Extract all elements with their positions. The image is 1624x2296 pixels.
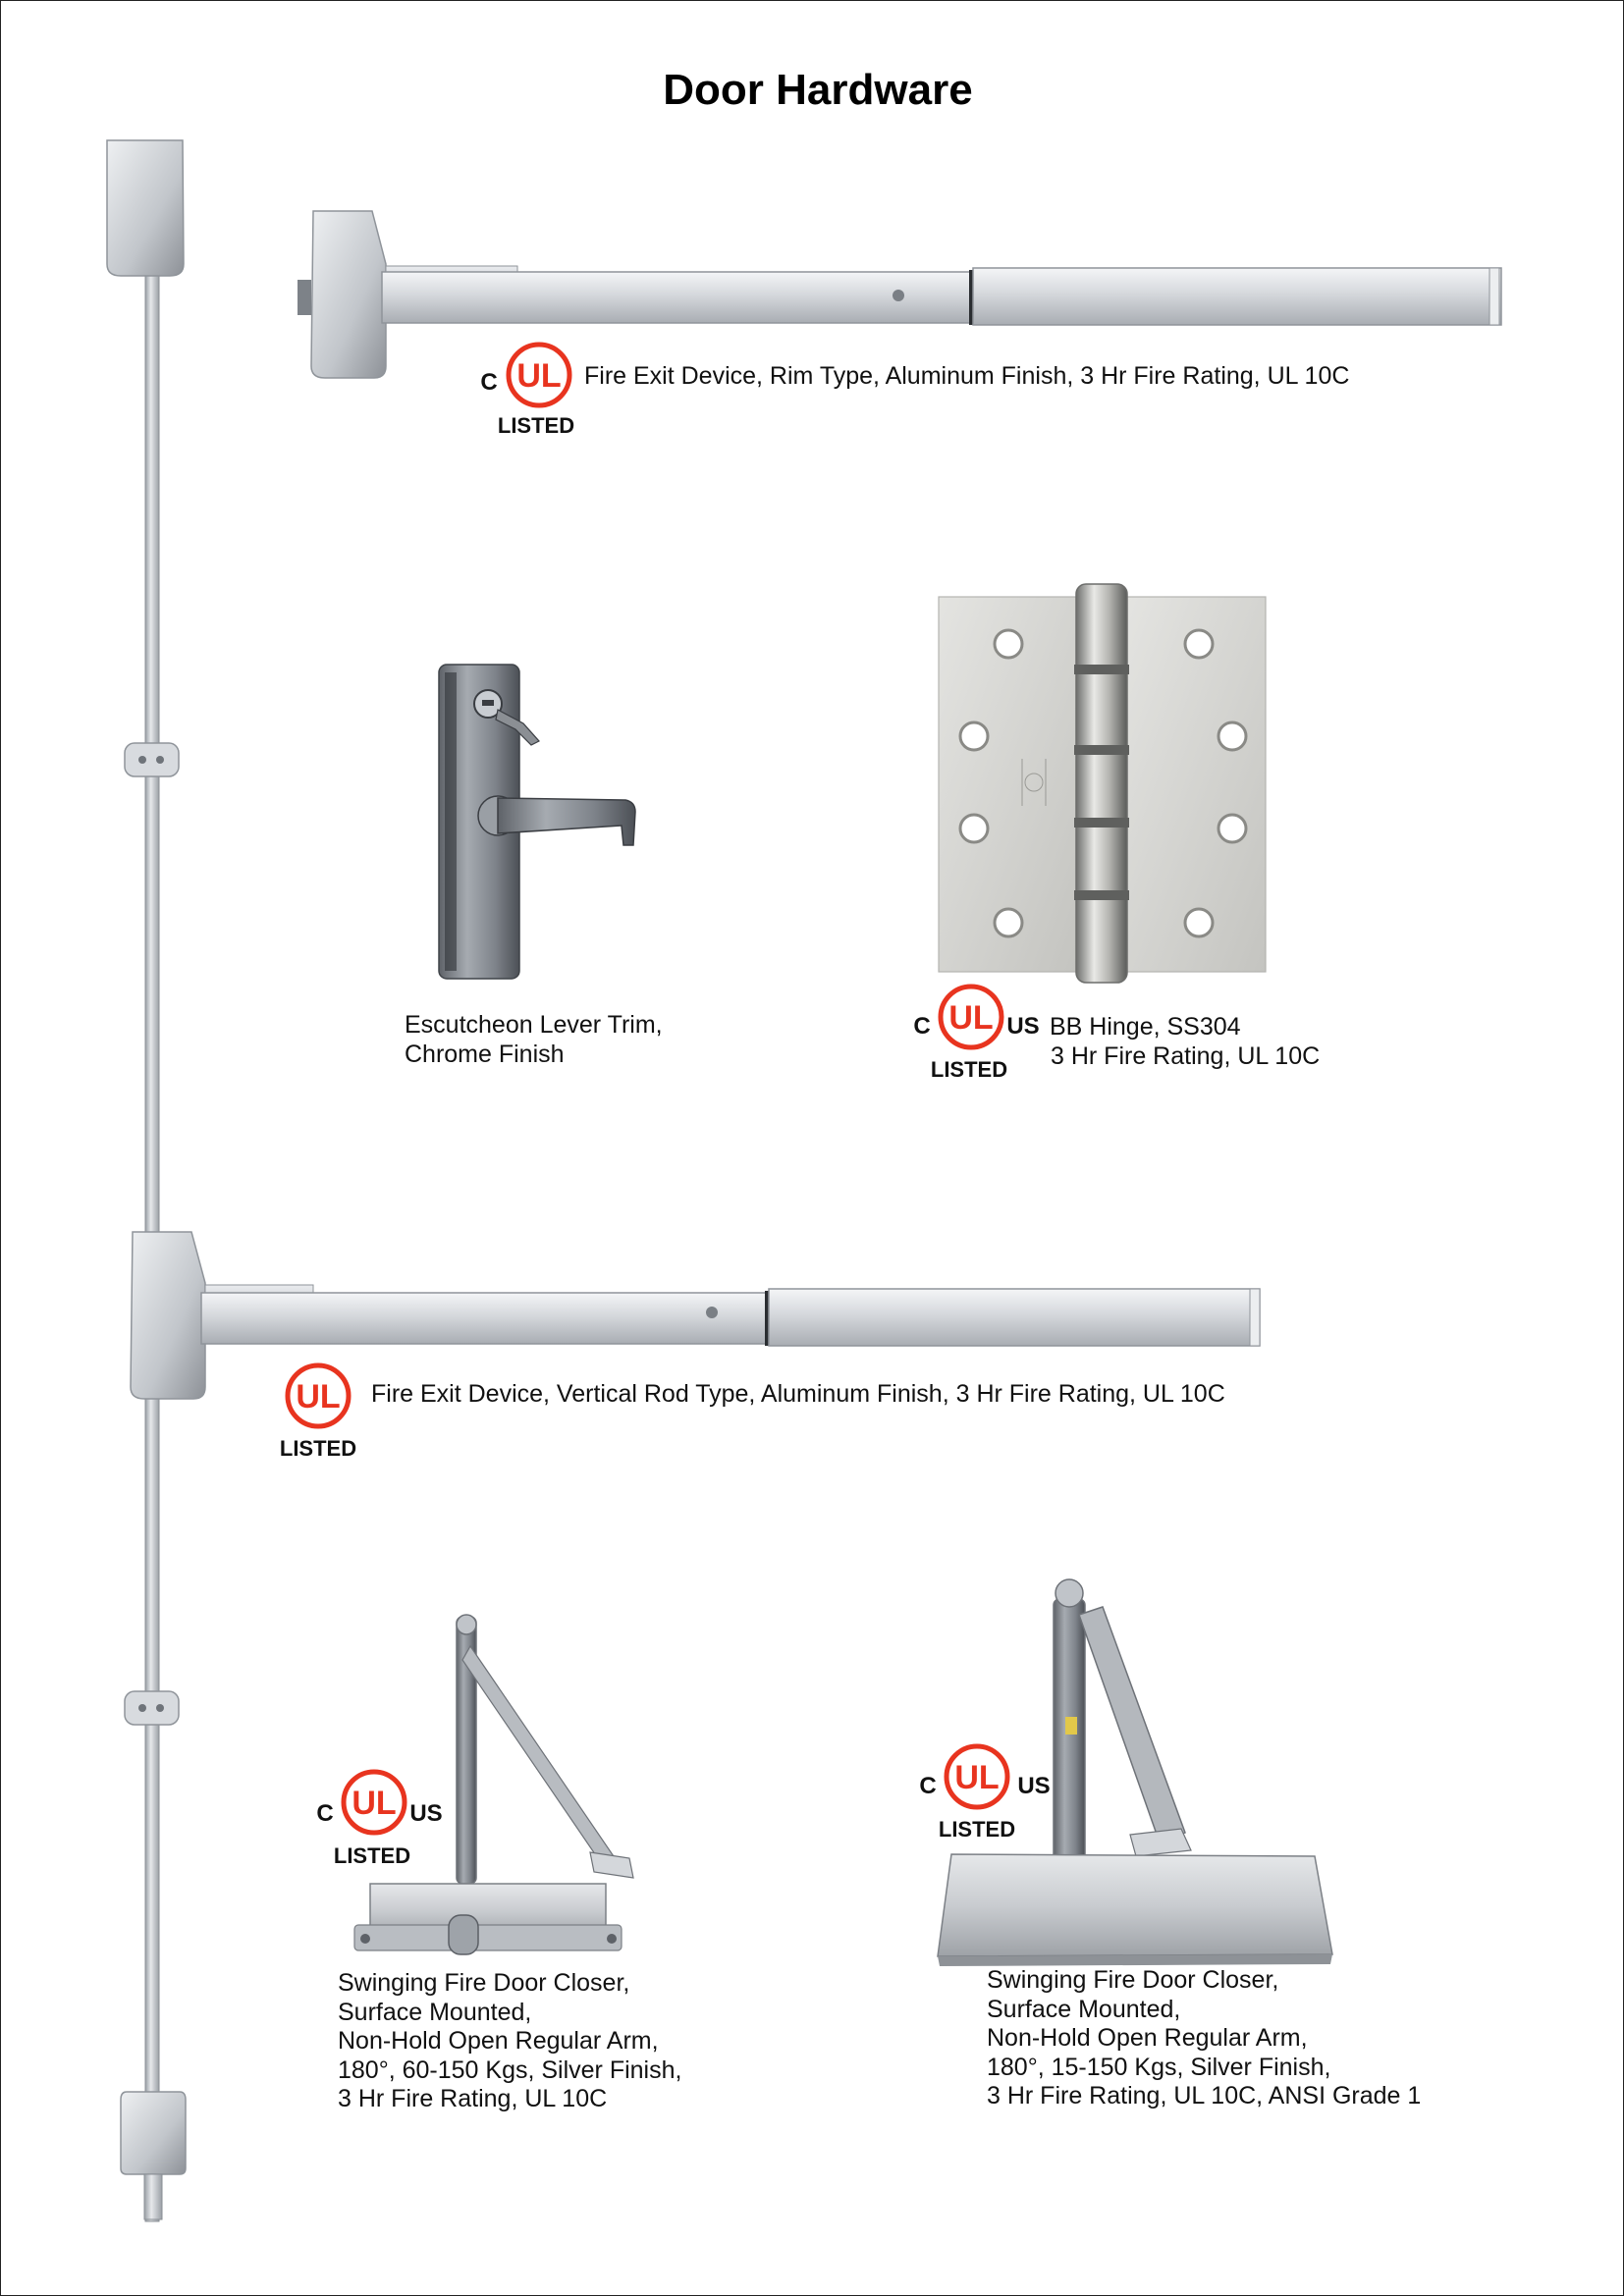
ul-letters: UL [296, 1378, 341, 1415]
page-title: Door Hardware [663, 66, 973, 114]
c-letter: C [316, 1800, 334, 1827]
caption-closer-60-150: Swinging Fire Door Closer, Surface Mounted, Non-Hold Open Regular Arm, 180°, 60-150 Kgs, Silver Finish, 3 Hr Fire Rating, UL 10C [338, 1969, 682, 2112]
ul-listed-badge-closer-15-150 [914, 1740, 1052, 1842]
caption-bb-hinge: BB Hinge, SS304 3 Hr Fire Rating, UL 10C [1050, 1013, 1321, 1070]
listed-label: LISTED [930, 1057, 1008, 1082]
ul-listed-badge-hinge [908, 981, 1046, 1083]
us-letters: US [1017, 1773, 1051, 1799]
bb-hinge [939, 584, 1266, 983]
product-illustrations [1, 1, 1623, 2295]
caption-vertical-rod-exit-device: Fire Exit Device, Vertical Rod Type, Aluminum Finish, 3 Hr Fire Rating, UL 10C [371, 1380, 1225, 1408]
listed-label: LISTED [497, 413, 575, 438]
c-letter: C [480, 369, 498, 396]
ul-letters: UL [954, 1759, 1000, 1796]
c-letter: C [913, 1013, 931, 1040]
us-letters: US [1006, 1013, 1040, 1040]
listed-label: LISTED [333, 1843, 411, 1868]
us-letters: US [409, 1800, 443, 1827]
ul-letters: UL [352, 1785, 397, 1822]
vertical-rod-assembly [107, 140, 186, 2221]
listed-label: LISTED [279, 1436, 357, 1461]
escutcheon-lever-trim [439, 665, 635, 979]
listed-label: LISTED [938, 1817, 1016, 1842]
ul-letters: UL [948, 999, 994, 1037]
ul-listed-badge-vertical-rod [276, 1360, 360, 1462]
caption-lever-trim: Escutcheon Lever Trim, Chrome Finish [405, 1011, 663, 1068]
caption-closer-15-150: Swinging Fire Door Closer, Surface Mounted, Non-Hold Open Regular Arm, 180°, 15-150 Kgs, Silver Finish, 3 Hr Fire Rating, UL 10C, ANSI Grade 1 [987, 1966, 1422, 2109]
ul-listed-badge-rim [477, 339, 583, 439]
caption-rim-exit-device: Fire Exit Device, Rim Type, Aluminum Finish, 3 Hr Fire Rating, UL 10C [584, 362, 1350, 390]
ul-letters: UL [516, 357, 562, 395]
c-letter: C [919, 1773, 937, 1799]
ul-listed-badge-closer-60-150 [311, 1766, 449, 1868]
